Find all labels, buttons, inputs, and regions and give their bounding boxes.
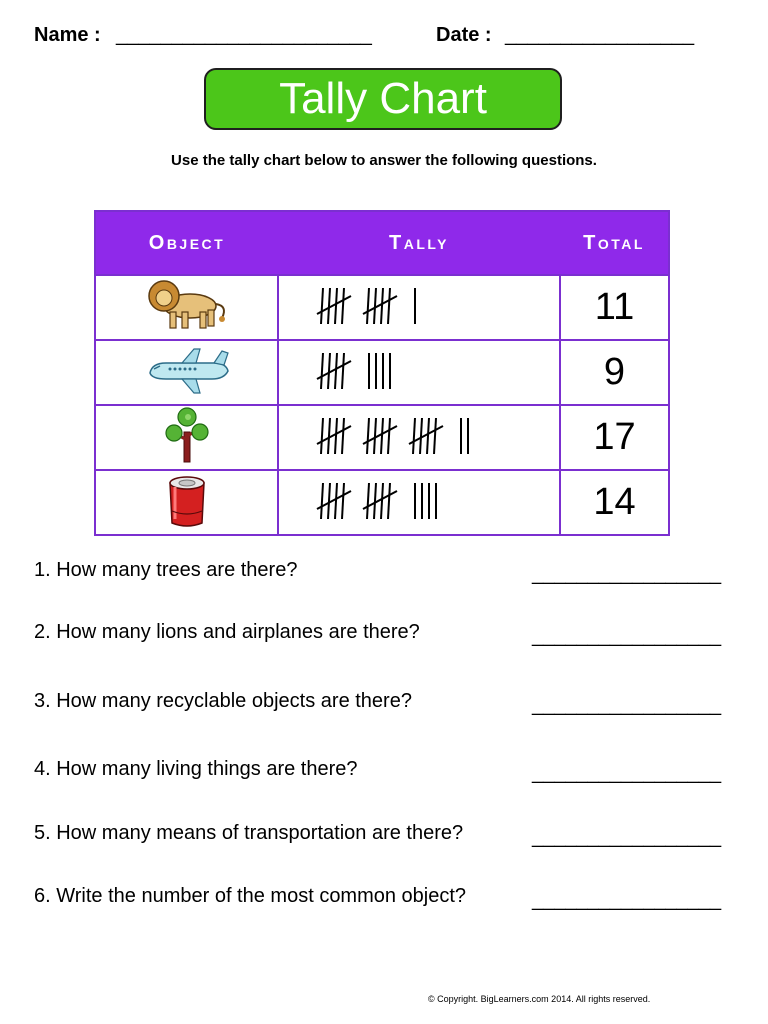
tally-marks (279, 341, 557, 399)
tally-stroke (328, 483, 330, 519)
tally-stroke (388, 418, 390, 454)
table-row (95, 275, 669, 340)
tally-marks (279, 471, 557, 529)
tally-table (94, 210, 670, 536)
tally-stroke (342, 483, 344, 519)
answer-blank-3[interactable]: _________________ (532, 694, 722, 716)
object-cell (95, 470, 278, 535)
date-blank[interactable]: _________________ (505, 24, 695, 46)
soda-can-icon (142, 471, 232, 529)
tally-stroke (388, 288, 390, 324)
tally-stroke (342, 353, 344, 389)
copyright-footer: © Copyright. BigLearners.com 2014. All rights reserved. (428, 994, 651, 1004)
total-cell: 9 (560, 340, 669, 405)
table-header-row (95, 211, 669, 275)
table-row (95, 470, 669, 535)
tally-stroke (335, 418, 337, 454)
tally-stroke (328, 418, 330, 454)
question-6: 6. Write the number of the most common object? (34, 885, 467, 907)
question-4: 4. How many living things are there? (34, 758, 358, 780)
table-row (95, 405, 669, 470)
tally-stroke (374, 418, 376, 454)
question-3: 3. How many recyclable objects are there? (34, 690, 412, 712)
question-1: 1. How many trees are there? (34, 559, 298, 581)
tally-stroke (381, 483, 383, 519)
total-cell: 17 (560, 405, 669, 470)
tally-stroke (388, 483, 390, 519)
tally-stroke (328, 288, 330, 324)
tally-stroke (321, 353, 323, 389)
lion-icon (142, 276, 232, 334)
tally-stroke (420, 418, 422, 454)
tally-cell (278, 275, 560, 340)
tally-stroke (381, 418, 383, 454)
tally-stroke (374, 483, 376, 519)
tree-icon (142, 406, 232, 464)
tally-stroke (328, 353, 330, 389)
column-header-object: Object (95, 211, 278, 275)
instructions: Use the tally chart below to answer the following questions. (171, 152, 597, 169)
tally-stroke (413, 418, 415, 454)
tally-stroke (342, 418, 344, 454)
answer-blank-4[interactable]: _________________ (532, 762, 722, 784)
tally-stroke (335, 483, 337, 519)
tally-stroke (335, 288, 337, 324)
tally-marks (279, 406, 557, 464)
total-cell: 11 (560, 275, 669, 340)
total-cell: 14 (560, 470, 669, 535)
column-header-total: Total (560, 211, 669, 275)
tally-marks (279, 276, 557, 334)
tally-stroke (367, 418, 369, 454)
name-label: Name : (34, 24, 101, 46)
question-2: 2. How many lions and airplanes are there? (34, 621, 420, 643)
answer-blank-1[interactable]: _________________ (532, 563, 722, 585)
table-row (95, 340, 669, 405)
tally-stroke (321, 288, 323, 324)
airplane-icon (142, 341, 232, 399)
tally-stroke (381, 288, 383, 324)
object-cell (95, 340, 278, 405)
tally-stroke (321, 418, 323, 454)
name-blank[interactable]: _______________________ (116, 24, 372, 46)
question-5: 5. How many means of transportation are there? (34, 822, 464, 844)
tally-stroke (321, 483, 323, 519)
answer-blank-5[interactable]: _________________ (532, 826, 722, 848)
tally-cell (278, 405, 560, 470)
answer-blank-2[interactable]: _________________ (532, 625, 722, 647)
tally-stroke (367, 288, 369, 324)
tally-cell (278, 470, 560, 535)
tally-stroke (342, 288, 344, 324)
tally-stroke (367, 483, 369, 519)
column-header-tally: Tally (278, 211, 560, 275)
object-cell (95, 405, 278, 470)
tally-stroke (427, 418, 429, 454)
page-title: Tally Chart (204, 68, 562, 130)
date-label: Date : (436, 24, 492, 46)
answer-blank-6[interactable]: _________________ (532, 889, 722, 911)
tally-stroke (374, 288, 376, 324)
tally-stroke (434, 418, 436, 454)
object-cell (95, 275, 278, 340)
tally-cell (278, 340, 560, 405)
tally-stroke (335, 353, 337, 389)
